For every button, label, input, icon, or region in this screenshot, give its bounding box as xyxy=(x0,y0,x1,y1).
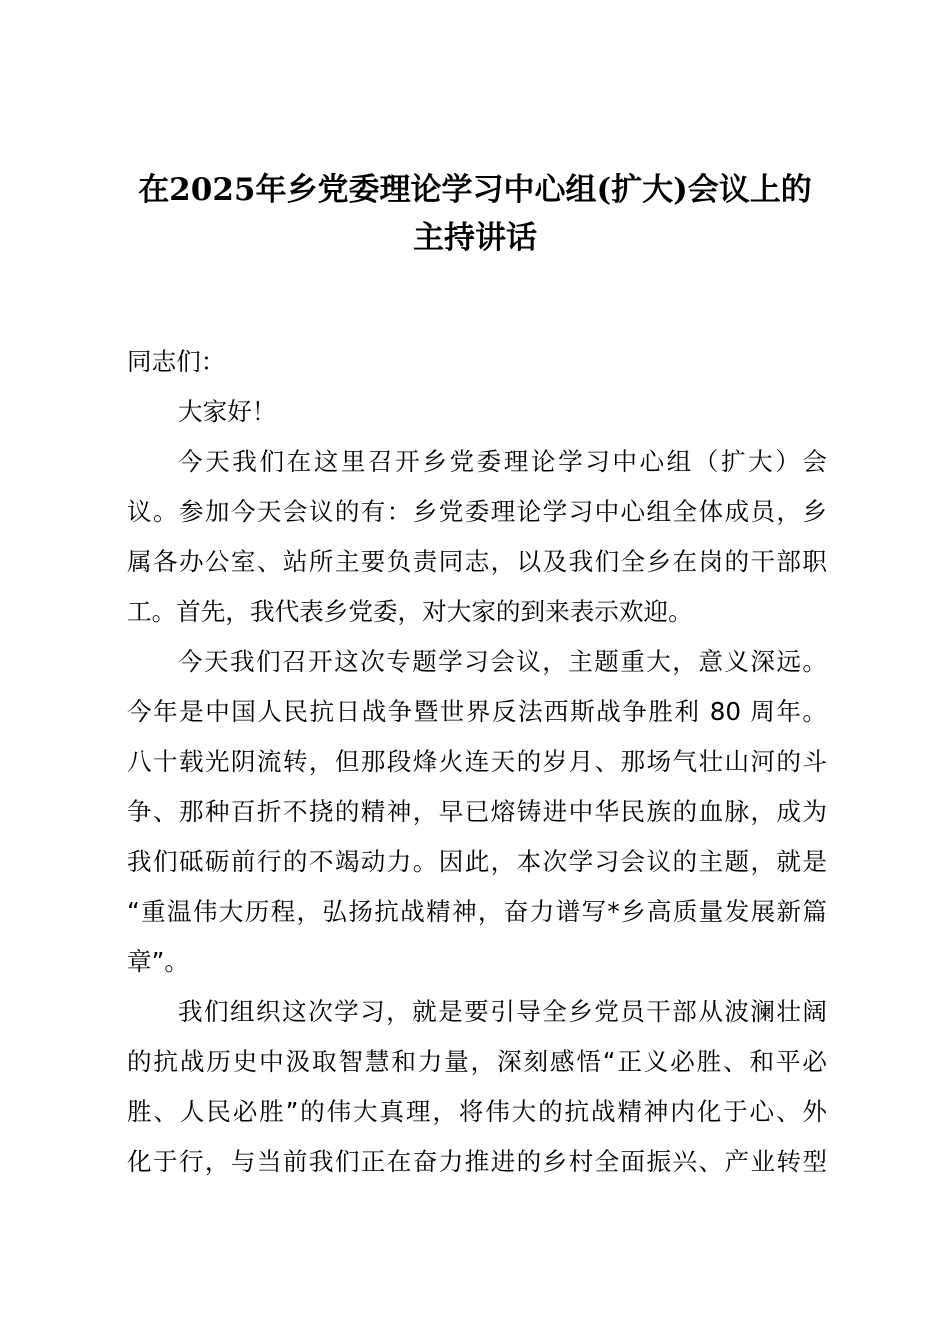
paragraph-line: 争、那种百折不挠的精神，早已熔铸进中华民族的血脉，成为 xyxy=(127,797,827,826)
paragraph-theme xyxy=(127,637,827,987)
paragraph-line: 议。参加今天会议的有：乡党委理论学习中心组全体成员，乡 xyxy=(127,497,827,526)
paragraph-line: 八十载光阴流转，但那段烽火连天的岁月、那场气壮山河的斗 xyxy=(127,747,827,776)
greeting: 大家好！ xyxy=(178,397,277,426)
paragraph-line: 今年是中国人民抗日战争暨世界反法西斯战争胜利 80 周年。 xyxy=(127,697,827,726)
paragraph-line: 属各办公室、站所主要负责同志，以及我们全乡在岗的干部职 xyxy=(127,547,827,576)
paragraph-opening xyxy=(127,437,827,637)
paragraph-line: 章”。 xyxy=(127,947,189,976)
document-body xyxy=(127,337,827,1187)
paragraph-line: “重温伟大历程，弘扬抗战精神，奋力谱写*乡高质量发展新篇 xyxy=(127,897,827,926)
document-title xyxy=(120,166,830,262)
title-line-1: 在2025年乡党委理论学习中心组(扩大)会议上的 xyxy=(138,172,812,208)
paragraph-line: 化于行，与当前我们正在奋力推进的乡村全面振兴、产业转型 xyxy=(127,1147,827,1176)
paragraph-purpose xyxy=(127,987,827,1187)
paragraph-line: 今天我们召开这次专题学习会议，主题重大，意义深远。 xyxy=(178,647,827,676)
paragraph-line: 我们砥砺前行的不竭动力。因此，本次学习会议的主题，就是 xyxy=(127,847,827,876)
paragraph-line: 今天我们在这里召开乡党委理论学习中心组（扩大）会 xyxy=(178,447,827,476)
paragraph-line: 胜、人民必胜”的伟大真理，将伟大的抗战精神内化于心、外 xyxy=(127,1097,827,1126)
title-line-2: 主持讲话 xyxy=(413,220,537,256)
paragraph-line: 我们组织这次学习，就是要引导全乡党员干部从波澜壮阔 xyxy=(178,997,827,1026)
paragraph-line: 工。首先，我代表乡党委，对大家的到来表示欢迎。 xyxy=(127,597,693,626)
salutation: 同志们： xyxy=(127,347,226,376)
paragraph-line: 的抗战历史中汲取智慧和力量，深刻感悟“正义必胜、和平必 xyxy=(127,1047,827,1076)
